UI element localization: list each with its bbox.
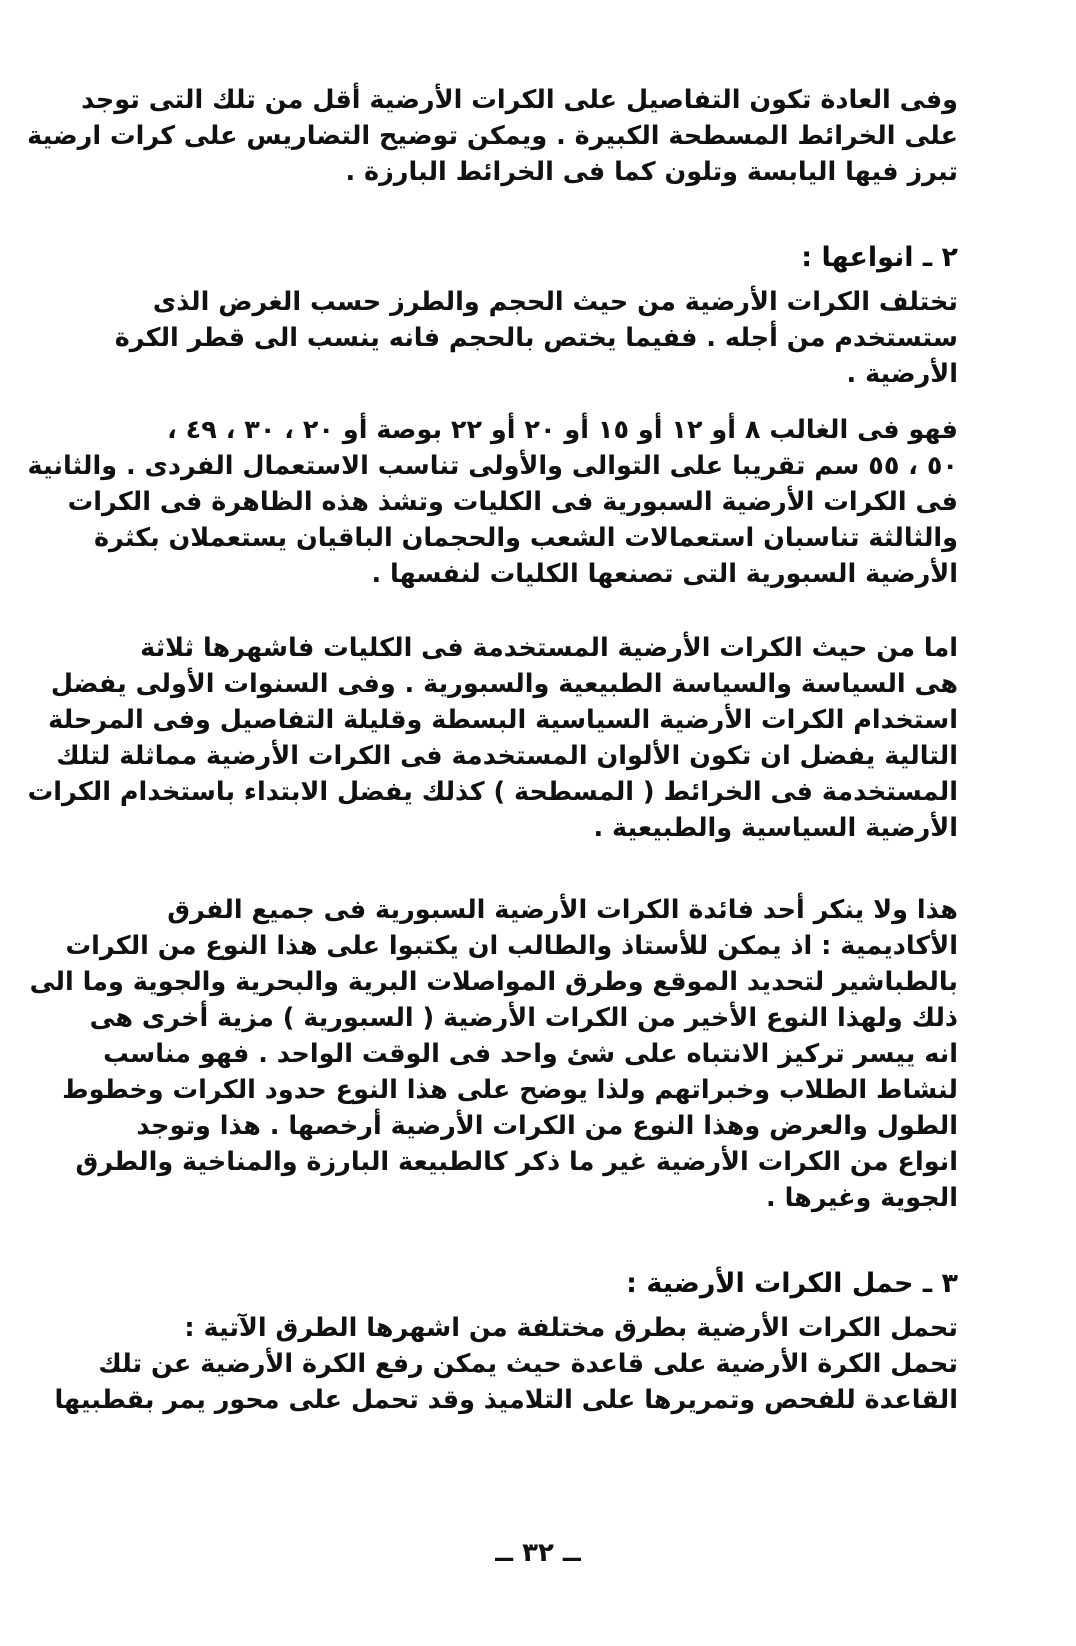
- paragraph-5-line-4: ذلك ولهذا النوع الأخير من الكرات الأرضية ( السبورية ) مزية أخرى هى: [89, 1003, 958, 1033]
- paragraph-2-line-1: تختلف الكرات الأرضية من حيث الحجم والطرز حسب الغرض الذى: [152, 287, 958, 317]
- paragraph-5-line-6: لنشاط الطلاب وخبراتهم ولذا يوضح على هذا النوع حدود الكرات وخطوط: [62, 1075, 958, 1105]
- paragraph-4-line-1: اما من حيث الكرات الأرضية المستخدمة فى الكليات فاشهرها ثلاثة: [140, 633, 958, 663]
- paragraph-3-line-2: ٥٠ ، ٥٥ سم تقريبا على التوالى والأولى تناسب الاستعمال الفردى . والثانية: [27, 451, 958, 481]
- paragraph-5-line-7: الطول والعرض وهذا النوع من الكرات الأرضية أرخصها . هذا وتوجد: [136, 1111, 958, 1141]
- paragraph-1-line-3: تبرز فيها اليابسة وتلون كما فى الخرائط البارزة .: [345, 157, 958, 187]
- paragraph-3-line-5: الأرضية السبورية التى تصنعها الكليات لنفسها .: [371, 559, 958, 589]
- paragraph-1-line-2: على الخرائط المسطحة الكبيرة . ويمكن توضيح التضاريس على كرات ارضية: [27, 121, 958, 151]
- paragraph-4-line-5: المستخدمة فى الخرائط ( المسطحة ) كذلك يفضل الابتداء باستخدام الكرات: [27, 777, 958, 807]
- paragraph-5-line-5: انه ييسر تركيز الانتباه على شئ واحد فى الوقت الواحد . فهو مناسب: [103, 1039, 958, 1069]
- paragraph-4-line-6: الأرضية السياسية والطبيعية .: [593, 813, 958, 843]
- paragraph-6-line-3: القاعدة للفحص وتمريرها على التلاميذ وقد تحمل على محور يمر بقطبيها: [54, 1385, 958, 1415]
- paragraph-5-line-8: انواع من الكرات الأرضية غير ما ذكر كالطبيعة البارزة والمناخية والطرق: [75, 1147, 958, 1177]
- paragraph-6: [54, 1310, 958, 1418]
- section-heading-types: ٢ ـ انواعها :: [801, 242, 958, 273]
- paragraph-1-line-1: وفى العادة تكون التفاصيل على الكرات الأرضية أقل من تلك التى توجد: [81, 85, 958, 115]
- paragraph-5-line-2: الأكاديمية : اذ يمكن للأستاذ والطالب ان يكتبوا على هذا النوع من الكرات: [65, 931, 958, 961]
- paragraph-2: [114, 284, 958, 392]
- section-heading-carrying: ٣ ـ حمل الكرات الأرضية :: [626, 1268, 958, 1299]
- paragraph-2-line-2: ستستخدم من أجله . ففيما يختص بالحجم فانه ينسب الى قطر الكرة: [114, 323, 958, 353]
- paragraph-6-line-2: تحمل الكرة الأرضية على قاعدة حيث يمكن رفع الكرة الأرضية عن تلك: [98, 1349, 958, 1379]
- paragraph-4: [27, 630, 958, 846]
- paragraph-4-line-3: استخدام الكرات الأرضية السياسية البسطة وقليلة التفاصيل وفى المرحلة: [48, 705, 958, 735]
- paragraph-3-line-3: فى الكرات الأرضية السبورية فى الكليات وتشذ هذه الظاهرة فى الكرات: [67, 487, 958, 517]
- paragraph-1: [27, 82, 958, 190]
- paragraph-5-line-3: بالطباشير لتحديد الموقع وطرق المواصلات البرية والبحرية والجوية وما الى: [29, 967, 958, 997]
- paragraph-4-line-2: هى السياسة والسياسة الطبيعية والسبورية . وفى السنوات الأولى يفضل: [50, 669, 958, 699]
- paragraph-5: [29, 892, 958, 1216]
- paragraph-4-line-4: التالية يفضل ان تكون الألوان المستخدمة فى الكرات الأرضية مماثلة لتلك: [56, 741, 958, 771]
- paragraph-5-line-9: الجوية وغيرها .: [766, 1183, 958, 1213]
- paragraph-3-line-1: فهو فى الغالب ٨ أو ١٢ أو ١٥ أو ٢٠ أو ٢٢ بوصة أو ٢٠ ، ٣٠ ، ٤٩ ،: [167, 415, 958, 445]
- page-number: ــ ٣٢ ــ: [495, 1538, 581, 1568]
- paragraph-3: [27, 412, 958, 592]
- paragraph-3-line-4: والثالثة تناسبان استعمالات الشعب والحجمان الباقيان يستعملان بكثرة: [93, 523, 958, 553]
- paragraph-6-line-1: تحمل الكرات الأرضية بطرق مختلفة من اشهرها الطرق الآتية :: [184, 1313, 958, 1343]
- paragraph-5-line-1: هذا ولا ينكر أحد فائدة الكرات الأرضية السبورية فى جميع الفرق: [167, 895, 958, 925]
- paragraph-2-line-3: الأرضية .: [846, 359, 958, 389]
